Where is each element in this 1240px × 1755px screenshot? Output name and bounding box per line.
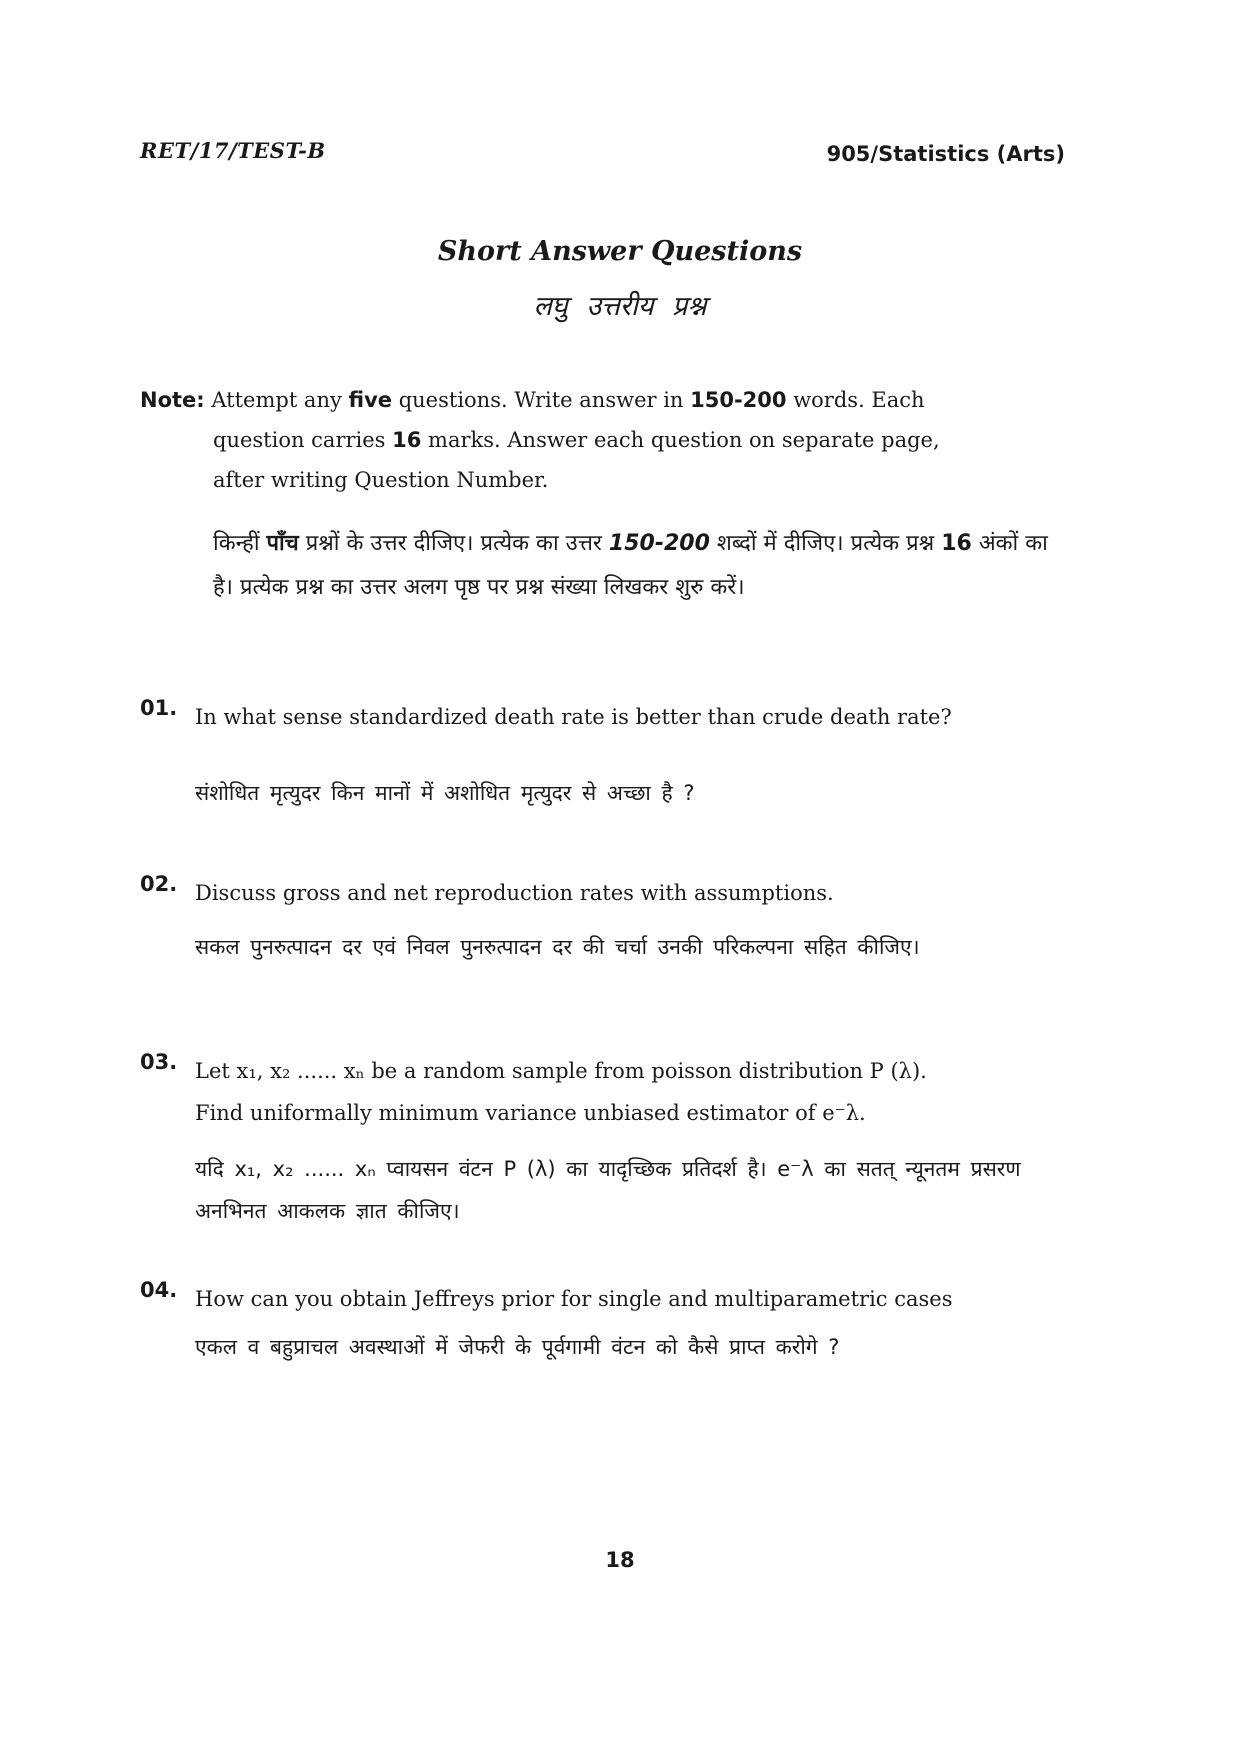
question-text-english: Let x₁, x₂ ...... xₙ be a random sample from poisson distribution P (λ). <box>195 1059 927 1083</box>
question-text-english: How can you obtain Jeffreys prior for single and multiparametric cases <box>195 1287 953 1311</box>
question-text-english: Discuss gross and net reproduction rates with assumptions. <box>195 881 834 905</box>
question-number: 04. <box>140 1278 178 1302</box>
page-number: 18 <box>605 1548 635 1572</box>
section-title-hindi: लघु उत्तरीय प्रश्न <box>533 291 707 322</box>
note-text: words. Each <box>786 388 925 412</box>
note-text: questions. Write answer in <box>392 388 691 412</box>
note-emphasis: 16 <box>392 428 422 452</box>
question-text-english: Find uniformally minimum variance unbiased estimator of e⁻λ. <box>195 1101 866 1125</box>
question-text-hindi: यदि x₁, x₂ ...... xₙ प्वायसन वंटन P (λ) का यादृच्छिक प्रतिदर्श है। e⁻λ का सतत् न्यूनतम प्रसरण अनभिनत आकलक ज्ञात कीजिए। <box>195 1157 1021 1223</box>
subject-code: 905/Statistics (Arts) <box>826 142 1065 166</box>
question-2 <box>140 872 1085 968</box>
paper-code: RET/17/TEST-B <box>140 138 326 163</box>
note-hindi-text: किन्हीं <box>213 531 267 556</box>
note-hindi-emphasis: 150-200 <box>608 531 710 556</box>
note-hindi-text: प्रश्नों के उत्तर दीजिए। प्रत्येक का उत्तर <box>298 531 609 556</box>
note-text: marks. Answer each question on separate page, <box>421 428 940 452</box>
note-emphasis: 150-200 <box>690 388 787 412</box>
question-1 <box>140 696 1085 814</box>
question-number: 01. <box>140 696 178 720</box>
question-number: 02. <box>140 872 178 896</box>
note-text: after writing Question Number. <box>213 468 549 492</box>
question-4 <box>140 1278 1085 1368</box>
instructions-english <box>140 380 1080 500</box>
note-hindi-text: अंकों का है। प्रत्येक प्रश्न का उत्तर अलग पृष्ठ पर प्रश्न संख्या लिखकर शुरु करें। <box>213 531 1048 600</box>
question-text-hindi: एकल व बहुप्राचल अवस्थाओं में जेफरी के पूर्वगामी वंटन को कैसे प्राप्त करोगे ? <box>195 1335 840 1359</box>
question-text-hindi: संशोधित मृत्युदर किन मानों में अशोधित मृत्युदर से अच्छा है ? <box>195 781 695 805</box>
note-hindi-emphasis: 16 <box>941 531 972 556</box>
note-label: Note: <box>140 388 205 412</box>
note-emphasis: five <box>348 388 393 412</box>
note-hindi-text: शब्दों में दीजिए। प्रत्येक प्रश्न <box>709 531 942 556</box>
question-number: 03. <box>140 1050 178 1074</box>
note-hindi-emphasis: पाँच <box>266 531 299 556</box>
question-text-hindi: सकल पुनरुत्पादन दर एवं निवल पुनरुत्पादन दर की चर्चा उनकी परिकल्पना सहित कीजिए। <box>195 935 920 959</box>
section-title: Short Answer Questions <box>437 236 803 267</box>
note-text: question carries <box>213 428 393 452</box>
note-text: Attempt any <box>204 388 349 412</box>
question-text-english: In what sense standardized death rate is better than crude death rate? <box>195 705 952 729</box>
instructions-hindi <box>213 522 1073 610</box>
question-3 <box>140 1050 1085 1232</box>
